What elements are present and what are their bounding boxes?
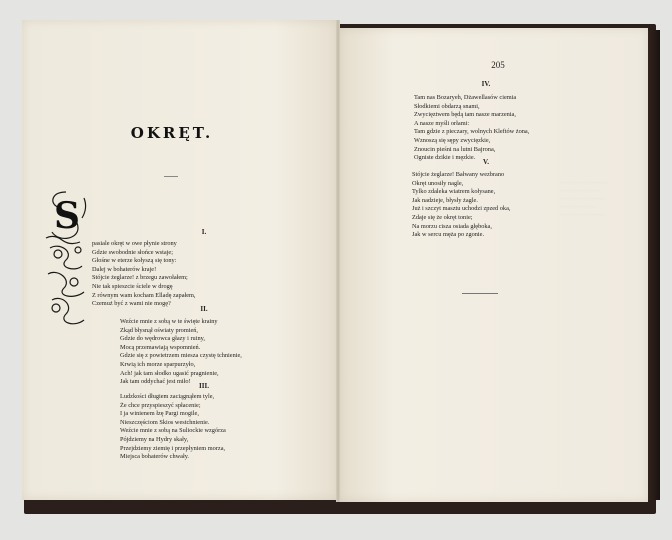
poem-title: OKRĘT. (130, 124, 214, 142)
show-through-text: ~~~~~~~~~~~~~~~ ~~~~~~~~~~~~ ~~~~~~~~~~~~~~ ~~~~~~~~~~~ ~~~~~~~~~~~~~~ (560, 181, 609, 219)
poem-line: Na morzu cisza osiada głęboka, (412, 222, 492, 230)
title-rule (164, 176, 178, 177)
poem-line: Stójcie żeglarze! Bałwany wezbrano (412, 171, 505, 178)
poem-line: Gdzie do wędrowca głazy i ruiny, (120, 335, 205, 343)
poem-line: Nie tak spieszcie ściele w drogę (92, 282, 173, 290)
poem-line: Jak tam oddychać jest miło! (120, 378, 191, 386)
poem-line: Weźcie mnie z sobą w te święte krainy (120, 318, 218, 325)
poem-line: Ludzkości długiem zaciągnąłem tyle, (120, 393, 215, 400)
poem-line: Pójdziemy na Hydry skały, (120, 435, 189, 443)
stanza-4 (414, 94, 529, 163)
section-number-2: II. (200, 305, 208, 313)
poem-line: Czemuż być z wami nie mogę? (92, 300, 171, 308)
poem-line: Z równym wam kocham Elladę zapałem, (92, 291, 196, 299)
poem-line: Jak w sercu męża po zgonie. (412, 231, 485, 239)
poem-line: Gdzie się z powietrzem miesza czystę tchnienie, (120, 352, 242, 360)
section-number-5: V. (483, 158, 489, 166)
book-gutter (336, 20, 340, 502)
poem-line: I ja winienem łzę Pargi mogile, (120, 410, 199, 418)
poem-line: Ach! jak tam słodko ugasić pragnienie, (120, 369, 219, 377)
poem-line: Zdaje się że okręt tonie; (412, 213, 473, 221)
section-number-4: IV. (481, 80, 491, 88)
initial-letter: S (54, 195, 80, 237)
poem-line: Głośne w eterze kołyszą się tony: (92, 257, 177, 265)
poem-line: Już i szczyt masztu uchodzi zpzed oka, (412, 205, 511, 213)
stanza-5 (412, 171, 510, 240)
stanza-3 (120, 393, 226, 462)
poem-line: Weźcie mnie z sobą na Suliockie wzgórza (120, 427, 226, 435)
poem-line: Zkąd błysnął oświaty promień, (120, 326, 198, 334)
stanza-1 (92, 240, 196, 309)
poem-line: Jak nadzieje, błysły żagle. (412, 196, 478, 204)
page-number: 205 (491, 60, 505, 70)
poem-line: Że chce przyspieszyć spłacenie; (120, 401, 201, 409)
poem-line: Mocą przemawiają wspomnień. (120, 343, 201, 351)
end-rule (462, 293, 498, 294)
section-number-3: III. (199, 382, 209, 390)
poem-line: Dalej w bohaterów kraje! (92, 265, 157, 273)
poem-line: A nasze myśli orłami: (414, 119, 470, 127)
poem-line: Tylko zdaleka wiatrem kołysane, (412, 188, 496, 196)
poem-line: Znoucin pieśni na lutni Bajrona, (414, 145, 496, 153)
poem-line: Miejsca bohaterów chwały. (120, 453, 190, 461)
ornamental-initial-s (44, 188, 90, 334)
poem-line: Okręt unosiły nagle, (412, 179, 464, 187)
section-number-1: I. (201, 228, 207, 236)
poem-line: pasiale okręt w owe płynie strony (92, 240, 177, 247)
poem-line: Krwią ich morze sparpurzyło, (120, 360, 196, 368)
poem-line: Tam gdzie z pieczary, wolnych Kleftów żona, (414, 128, 530, 136)
poem-line: Zwycięztwem będą tam nasze marzenia, (414, 111, 516, 119)
stanza-2 (120, 318, 242, 387)
poem-line: Słodkiemi obdarzą snami, (414, 102, 480, 110)
poem-line: Stójcie żeglarze! z brzegu zawołałem; (92, 274, 188, 282)
poem-line: Gdzie swobodnie słońce wstaje; (92, 248, 173, 256)
poem-line: Wznoszą się sępy zwycięzkie, (414, 136, 491, 144)
poem-line: Ogniste dzikie i męzkie. (414, 154, 476, 162)
poem-line: Tam nas Bozaryeh, Dżawellasów ciemia (414, 94, 517, 101)
poem-line: Przejdziemy ziemię i przepłyniem morza, (120, 444, 226, 452)
poem-line: Nieszczęściom Skios westchnienie. (120, 418, 210, 426)
